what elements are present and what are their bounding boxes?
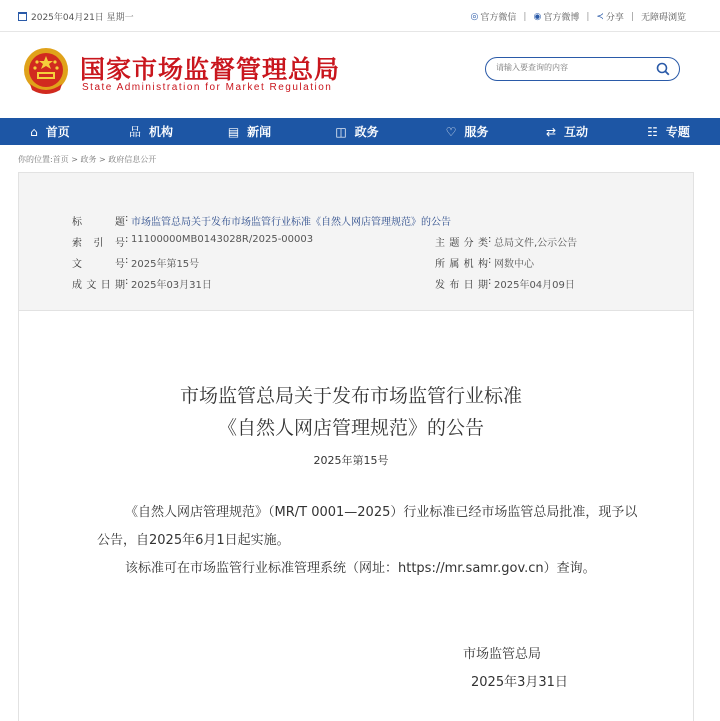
interaction-icon: ⇄ [545,124,557,139]
meta-label: 索 引 号 [72,238,125,249]
meta-label: 成文日期 [72,280,125,291]
signature-date: 2025年3月31日 [471,675,568,690]
document-paragraph-1: 《自然人网店管理规范》（MR/T 0001—2025）行业标准已经市场监管总局批准，现予以公告，自2025年6月1日起实施。 [97,505,638,548]
search-input[interactable] [496,63,646,72]
wechat-icon: ◎ [470,11,479,22]
official-wechat-link[interactable]: 官方微信 [480,13,517,23]
meta-label: 主题分类 [435,238,488,249]
meta-published-value: 2025年04月09日 [494,280,575,291]
nav-item-org[interactable] [100,118,202,145]
gov-affairs-icon: ◫ [335,124,347,139]
national-emblem-icon[interactable] [22,46,70,96]
nav-item-gov-affairs[interactable] [297,118,417,145]
meta-docno-value: 2025年第15号 [131,259,200,270]
meta-org-row: 所属机构 : 网数中心 [435,255,534,270]
org-chart-icon: 品 [128,125,141,139]
nav-label: 新闻 [247,125,272,139]
meta-docno-row: 文 号 : 2025年第15号 [72,255,200,270]
share-icon: ≺ [596,11,604,22]
site-title-cn[interactable]: 国家市场监督管理总局 [80,55,341,84]
meta-published-row: 发布日期 : 2025年04月09日 [435,276,575,291]
meta-title-row: 标 题 : 市场监管总局关于发布市场监管行业标准《自然人网店管理规范》的公告 [72,213,451,228]
meta-created-row: 成文日期 : 2025年03月31日 [72,276,212,291]
nav-label: 政务 [354,125,379,139]
nav-label: 服务 [464,125,489,139]
site-title-en: State Administration for Market Regulation [82,82,333,93]
meta-label: 标 题 [72,217,125,228]
news-icon: ▤ [227,124,240,139]
meta-label: 文 号 [72,259,125,270]
nav-item-home[interactable] [0,118,100,145]
meta-topic-row: 主题分类 : 总局文件,公示公告 [435,234,578,249]
meta-title-value: 市场监管总局关于发布市场监管行业标准《自然人网店管理规范》的公告 [131,217,451,228]
nav-label: 机构 [149,125,174,139]
metadata-panel [19,173,693,311]
divider: | [523,11,527,22]
nav-item-news[interactable] [202,118,297,145]
date-text: 2025年04月21日 星期一 [31,13,134,23]
document-title [1,380,701,444]
document-number: 2025年第15号 [313,454,389,467]
share-link[interactable]: 分享 [605,13,624,23]
divider: | [586,11,590,22]
main-nav [0,118,720,145]
nav-label: 专题 [665,125,690,139]
nav-label: 首页 [45,125,70,139]
breadcrumb[interactable]: 你的位置:首页 > 政务 > 政府信息公开 [18,155,157,164]
meta-index-value: 11100000MB0143028R/2025-00003 [131,234,314,245]
meta-org-value: 网数中心 [494,259,534,270]
meta-created-value: 2025年03月31日 [131,280,212,291]
meta-label: 发布日期 [435,280,488,291]
search-icon[interactable] [656,62,670,76]
date-display [18,10,134,23]
site-header [0,32,720,118]
meta-topic-value: 总局文件,公示公告 [494,238,578,249]
heart-icon: ♡ [445,124,457,139]
nav-label: 互动 [564,125,589,139]
document-title-line2: 《自然人网店管理规范》的公告 [217,417,484,439]
home-icon: ⌂ [30,124,38,139]
topic-list-icon: ☷ [647,124,658,139]
article-container [18,172,694,721]
document-paragraph-2: 该标准可在市场监管行业标准管理系统（网址：https://mr.samr.gov.cn）查询。 [125,561,596,576]
nav-item-services[interactable] [417,118,517,145]
top-bar [0,0,720,32]
top-links [471,10,686,23]
nav-item-topics[interactable] [617,118,720,145]
calendar-icon [18,12,27,21]
meta-label: 所属机构 [435,259,488,270]
weibo-icon: ◉ [533,11,542,22]
accessibility-link[interactable]: 无障碍浏览 [640,13,686,23]
document-title-line1: 市场监管总局关于发布市场监管行业标准 [179,385,522,407]
official-weibo-link[interactable]: 官方微博 [543,13,580,23]
meta-index-row: 索 引 号 : 11100000MB0143028R/2025-00003 [72,234,314,249]
divider: | [630,11,634,22]
search-box [485,57,680,81]
nav-item-interaction[interactable] [517,118,617,145]
signature-org: 市场监管总局 [463,647,542,662]
